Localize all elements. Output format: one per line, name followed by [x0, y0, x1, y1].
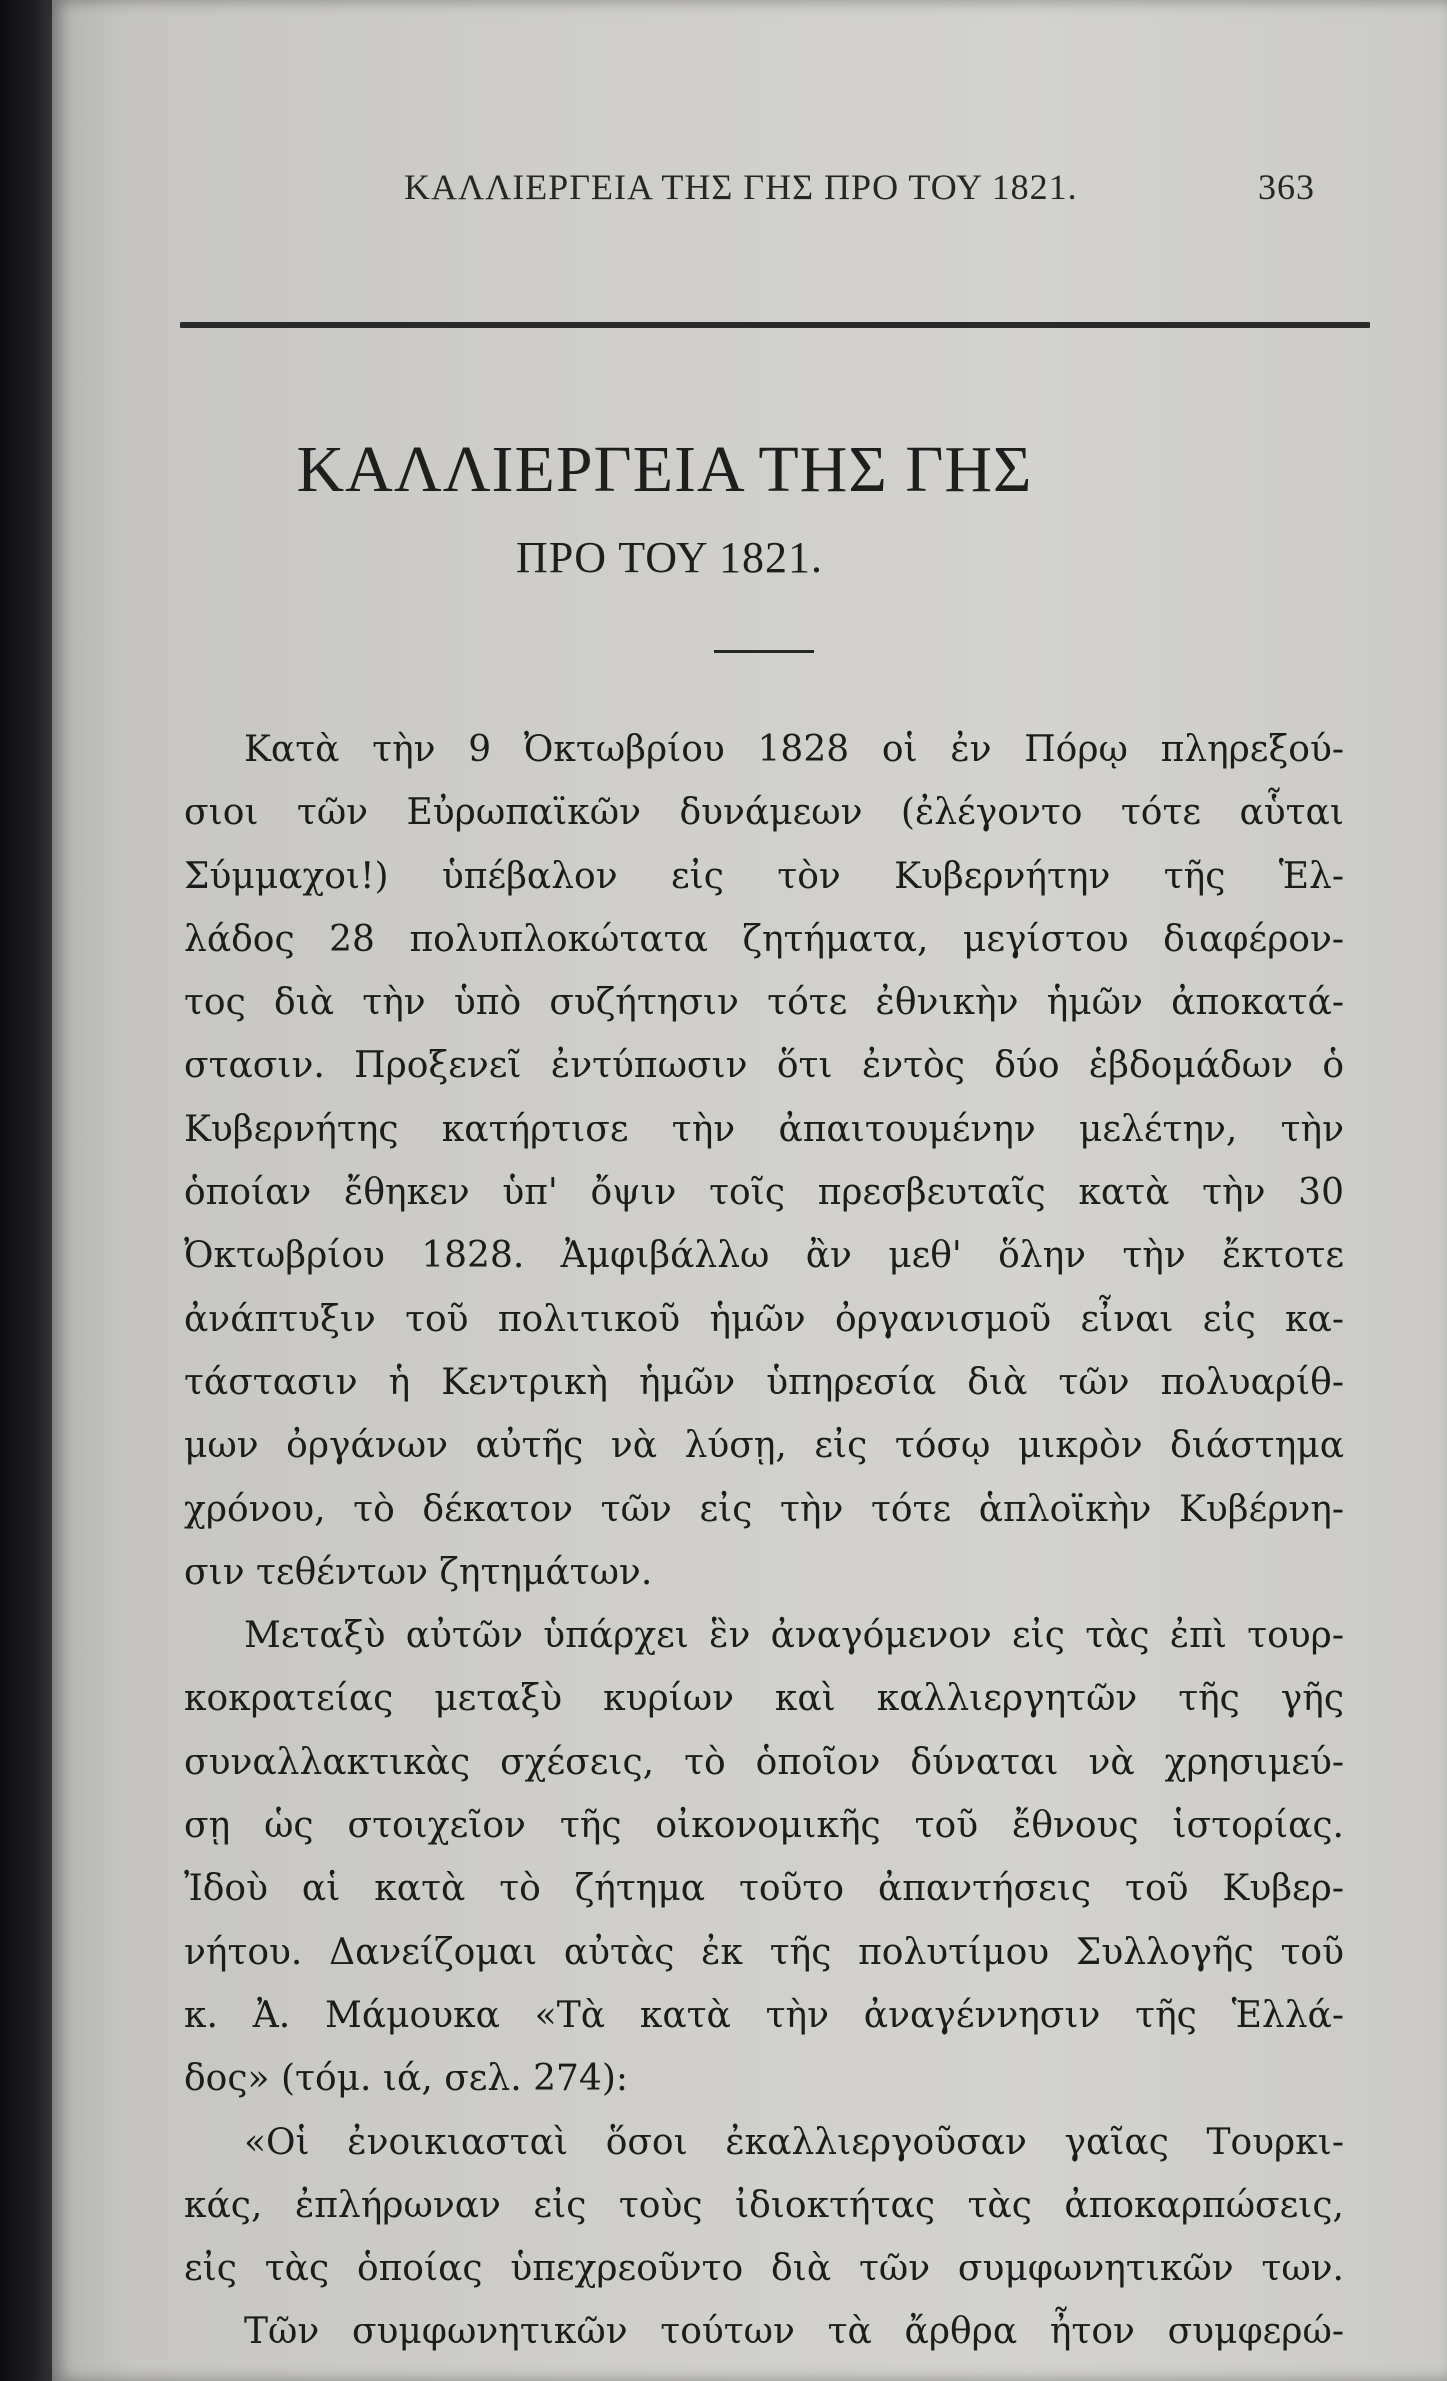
- text-line: συναλλακτικὰς σχέσεις, τὸ ὁποῖον δύναται νὰ χρησιμεύ-: [184, 1741, 1344, 1783]
- text-line: ὁποίαν ἔθηκεν ὑπ' ὄψιν τοῖς πρεσβευταῖς κατὰ τὴν 30: [184, 1172, 1344, 1214]
- text-line: σιν τεθέντων ζητημάτων.: [184, 1551, 653, 1593]
- page-number: 363: [1258, 167, 1315, 207]
- title-divider: [714, 650, 814, 653]
- text-line: κάς, ἐπλήρωναν εἰς τοὺς ἰδιοκτήτας τὰς ἀποκαρπώσεις,: [184, 2184, 1344, 2226]
- text-line: νήτου. Δανείζομαι αὐτὰς ἐκ τῆς πολυτίμου Συλλογῆς τοῦ: [184, 1931, 1344, 1973]
- chapter-subtitle: ΠΡΟ ΤΟΥ 1821.: [515, 533, 824, 582]
- book-page: [52, 0, 1447, 2381]
- text-line: κ. Ἀ. Μάμουκα «Τὰ κατὰ τὴν ἀναγέννησιν τῆς Ἑλλά-: [184, 1994, 1344, 2036]
- text-line: Κατὰ τὴν 9 Ὀκτωβρίου 1828 οἱ ἐν Πόρῳ πληρεξού-: [244, 729, 1344, 770]
- text-line: Ὀκτωβρίου 1828. Ἀμφιβάλλω ἂν μεθ' ὅλην τὴν ἔκτοτε: [184, 1235, 1344, 1277]
- text-line: Κυβερνήτης κατήρτισε τὴν ἀπαιτουμένην μελέτην, τὴν: [184, 1108, 1344, 1150]
- text-line: ἀνάπτυξιν τοῦ πολιτικοῦ ἡμῶν ὀργανισμοῦ εἶναι εἰς κα-: [184, 1298, 1344, 1340]
- text-line: δος» (τόμ. ιά, σελ. 274):: [184, 2058, 629, 2100]
- running-head: [352, 166, 1347, 218]
- text-line: μων ὀργάνων αὐτῆς νὰ λύσῃ, εἰς τόσῳ μικρὸν διάστημα: [184, 1425, 1344, 1467]
- text-line: σῃ ὡς στοιχεῖον τῆς οἰκονομικῆς τοῦ ἔθνους ἱστορίας.: [184, 1805, 1344, 1847]
- text-line: σιοι τῶν Εὐρωπαϊκῶν δυνάμεων (ἐλέγοντο τότε αὗται: [184, 792, 1344, 834]
- text-line: λάδος 28 πολυπλοκώτατα ζητήματα, μεγίστου διαφέρον-: [184, 918, 1344, 960]
- text-line: χρόνου, τὸ δέκατον τῶν εἰς τὴν τότε ἁπλοϊκὴν Κυβέρνη-: [184, 1488, 1344, 1530]
- text-line: στασιν. Προξενεῖ ἐντύπωσιν ὅτι ἐντὸς δύο ἑβδομάδων ὁ: [184, 1045, 1344, 1087]
- text-line: «Οἱ ἐνοικιασταὶ ὅσοι ἐκαλλιεργοῦσαν γαῖας Τουρκι-: [244, 2121, 1344, 2163]
- text-line: Τῶν συμφωνητικῶν τούτων τὰ ἄρθρα ἦτον συμφερώ-: [244, 2311, 1344, 2353]
- body-text: [184, 718, 1344, 2364]
- text-line: κοκρατείας μεταξὺ κυρίων καὶ καλλιεργητῶν τῆς γῆς: [184, 1678, 1344, 1720]
- text-line: εἰς τὰς ὁποίας ὑπεχρεοῦντο διὰ τῶν συμφωνητικῶν των.: [184, 2248, 1344, 2290]
- running-head-title: ΚΑΛΛΙΕΡΓΕΙΑ ΤΗΣ ΓΗΣ ΠΡΟ ΤΟΥ 1821.: [404, 167, 1078, 207]
- text-line: Ἰδοὺ αἱ κατὰ τὸ ζήτημα τοῦτο ἀπαντήσεις τοῦ Κυβερ-: [184, 1868, 1344, 1910]
- chapter-title: ΚΑΛΛΙΕΡΓΕΙΑ ΤΗΣ ΓΗΣ: [296, 433, 1033, 506]
- header-rule: [180, 322, 1370, 328]
- text-line: τος διὰ τὴν ὑπὸ συζήτησιν τότε ἐθνικὴν ἡμῶν ἀποκατά-: [184, 982, 1344, 1024]
- text-line: τάστασιν ἡ Κεντρικὴ ἡμῶν ὑπηρεσία διὰ τῶν πολυαρίθ-: [184, 1361, 1344, 1403]
- text-line: Μεταξὺ αὐτῶν ὑπάρχει ἓν ἀναγόμενον εἰς τὰς ἐπὶ τουρ-: [244, 1615, 1344, 1657]
- book-gutter: [0, 0, 60, 2381]
- text-line: Σύμμαχοι!) ὑπέβαλον εἰς τὸν Κυβερνήτην τῆς Ἑλ-: [184, 855, 1344, 897]
